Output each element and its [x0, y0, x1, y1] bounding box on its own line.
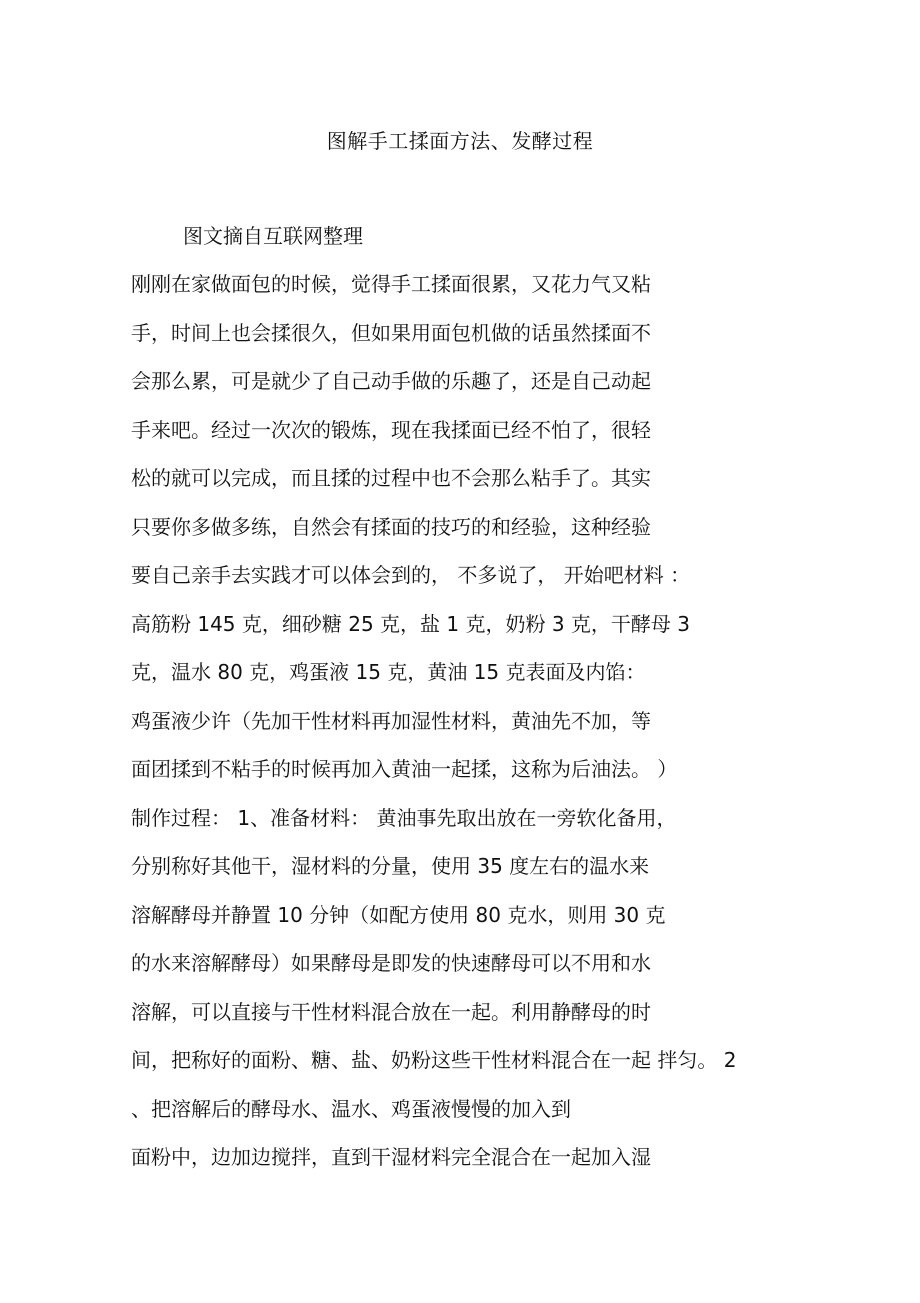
body-line: 克，温水 80 克，鸡蛋液 15 克，黄油 15 克表面及内馅： [131, 660, 646, 684]
body-line: 面团揉到不粘手的时候再加入黄油一起揉，这称为后油法。 ） [131, 757, 678, 781]
body-line: 会那么累，可是就少了自己动手做的乐趣了，还是自己动起 [131, 369, 651, 393]
body-line: 溶解酵母并静置 10 分钟（如配方使用 80 克水，则用 30 克 [131, 902, 666, 927]
body-line: 高筋粉 145 克，细砂糖 25 克，盐 1 克，奶粉 3 克，干酵母 3 [131, 611, 691, 636]
body-line: 鸡蛋液少许（先加干性材料再加湿性材料，黄油先不加，等 [131, 708, 651, 733]
document-subtitle: 图文摘自互联网整理 [183, 224, 363, 248]
document-title: 图解手工揉面方法、发酵过程 [326, 129, 594, 153]
document-body [131, 270, 831, 1192]
body-line: 分别称好其他干，湿材料的分量，使用 35 度左右的温水来 [131, 854, 650, 878]
body-line: 间，把称好的面粉、糖、盐、奶粉这些干性材料混合在一起 拌匀。 2 [131, 1048, 737, 1072]
body-line: 手，时间上也会揉很久，但如果用面包机做的话虽然揉面不 [131, 320, 651, 345]
body-line: 制作过程： 1、准备材料： 黄油事先取出放在一旁软化备用， [131, 805, 677, 830]
body-line: 溶解，可以直接与干性材料混合放在一起。利用静酵母的时 [131, 999, 651, 1024]
body-line: 、把溶解后的酵母水、温水、鸡蛋液慢慢的加入到 [131, 1096, 571, 1121]
body-line: 手来吧。经过一次次的锻炼，现在我揉面已经不怕了，很轻 [131, 417, 651, 442]
body-line: 的水来溶解酵母）如果酵母是即发的快速酵母可以不用和水 [131, 951, 651, 975]
body-line: 刚刚在家做面包的时候，觉得手工揉面很累，又花力气又粘 [131, 272, 651, 296]
body-line: 面粉中，边加边搅拌，直到干湿材料完全混合在一起加入湿 [131, 1145, 651, 1169]
body-line: 只要你多做多练，自然会有揉面的技巧的和经验，这种经验 [131, 514, 651, 539]
body-line: 要自己亲手去实践才可以体会到的， 不多说了， 开始吧材料 ： [131, 563, 691, 587]
body-line: 松的就可以完成，而且揉的过程中也不会那么粘手了。其实 [131, 466, 651, 490]
